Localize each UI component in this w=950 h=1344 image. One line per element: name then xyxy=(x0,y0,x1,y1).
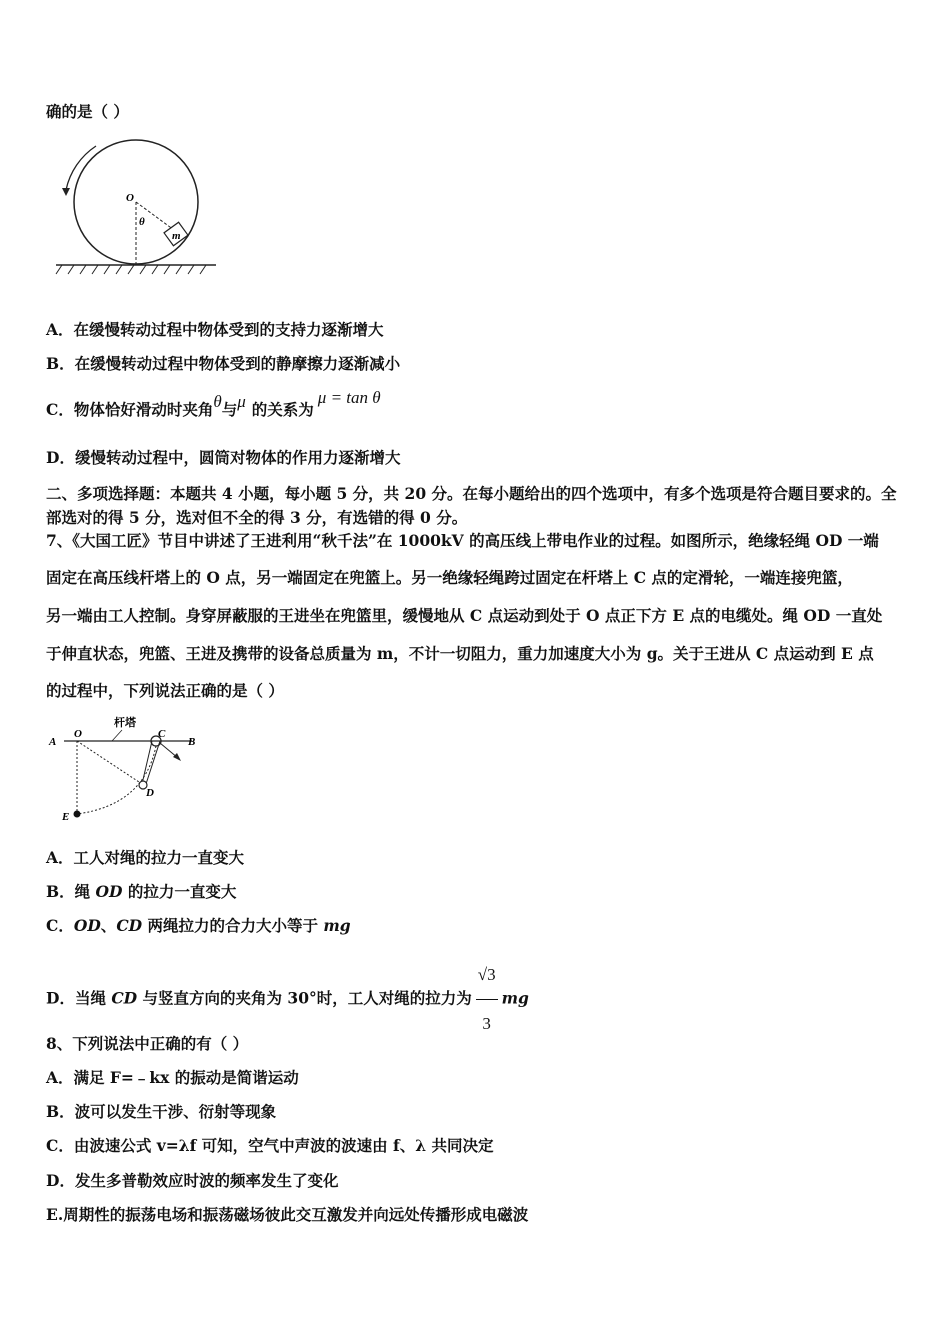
q6-option-c-mid: 的关系为 xyxy=(251,400,314,419)
q6-option-d: D．缓慢转动过程中，圆筒对物体的作用力逐渐增大 xyxy=(46,448,401,467)
q7-option-c-sep: 、 xyxy=(100,916,117,935)
q7-option-d-mg: mg xyxy=(501,988,529,1008)
fraction-numerator: √3 xyxy=(476,952,498,1000)
q7-option-c-mg: mg xyxy=(323,916,351,935)
q7-tower-figure xyxy=(44,710,214,825)
q8-option-c: C．由波速公式 v=λf 可知，空气中声波的波速由 f、λ 共同决定 xyxy=(46,1136,494,1155)
q7-stem-line-2: 固定在高压线杆塔上的 O 点，另一端固定在兜篮上。另一绝缘轻绳跨过固定在杆塔上 C 点的定滑轮，一端连接兜篮， xyxy=(46,568,853,587)
q7-option-c-rope2: CD xyxy=(116,916,143,935)
theta-symbol: θ xyxy=(213,392,222,411)
section2-heading: 二、多项选择题：本题共 4 小题，每小题 5 分，共 20 分。在每小题给出的四个选项中，有多个选项是符合题目要求的。全部选对的得 5 分，选对但不全的得 3 分，有选错的得 0 分。 xyxy=(46,484,897,527)
rotation-arrow-icon xyxy=(66,146,96,190)
q8-stem: 8、下列说法中正确的有（ ） xyxy=(46,1034,249,1053)
mu-symbol: μ xyxy=(237,392,246,411)
q7-option-b xyxy=(46,882,236,902)
q7-option-c-rope1: OD xyxy=(73,916,101,935)
label-theta: θ xyxy=(139,216,145,228)
q6-option-c xyxy=(46,388,381,420)
q8-option-d: D．发生多普勒效应时波的频率发生了变化 xyxy=(46,1171,339,1190)
label-b: B xyxy=(188,736,196,748)
label-m: m xyxy=(172,230,181,242)
label-o: O xyxy=(74,728,82,740)
q7-stem-line-5: 的过程中，下列说法正确的是（ ） xyxy=(46,681,284,700)
q7-option-d-pre: D．当绳 xyxy=(46,988,112,1008)
label-d: D xyxy=(146,787,154,799)
q7-option-b-pre: B．绳 xyxy=(46,882,96,901)
q7-option-b-rope: OD xyxy=(95,882,123,901)
q7-option-b-post: 的拉力一直变大 xyxy=(122,882,237,901)
label-c: C xyxy=(158,728,166,740)
q8-option-a: A．满足 F=﹣kx 的振动是简谐运动 xyxy=(46,1068,299,1087)
q7-stem-line-1: 7、《大国工匠》节目中讲述了王进利用“秋千法”在 1000kV 的高压线上带电作业的过程。如图所示，绝缘轻绳 OD 一端 xyxy=(46,531,879,550)
q7-option-d xyxy=(46,952,529,1047)
q7-option-d-rope: CD xyxy=(111,988,138,1008)
q6-option-a: A．在缓慢转动过程中物体受到的支持力逐渐增大 xyxy=(46,320,384,339)
q6-option-b: B．在缓慢转动过程中物体受到的静摩擦力逐渐减小 xyxy=(46,354,401,373)
cable-point-e xyxy=(74,811,81,818)
q6-cylinder-figure xyxy=(52,138,222,283)
q7-option-c-mid: 两绳拉力的合力大小等于 xyxy=(142,916,324,935)
q6-option-c-and: 与 xyxy=(221,400,238,419)
mu-tan-formula: μ = tan θ xyxy=(317,388,381,407)
q7-option-c-pre: C． xyxy=(46,916,74,935)
q8-option-b: B．波可以发生干涉、衍射等现象 xyxy=(46,1102,277,1121)
q7-stem-line-3: 另一端由工人控制。身穿屏蔽服的王进坐在兜篮里，缓慢地从 C 点运动到处于 O 点正下方 E 点的电缆处。绳 OD 一直处 xyxy=(46,606,883,625)
fraction-denominator: 3 xyxy=(482,1014,491,1033)
q7-stem-line-4: 于伸直状态，兜篮、王进及携带的设备总质量为 m，不计一切阻力，重力加速度大小为 g。关于王进从 C 点运动到 E 点 xyxy=(46,644,874,663)
q7-option-d-mid: 与竖直方向的夹角为 30°时，工人对绳的拉力为 xyxy=(137,988,472,1008)
q7-option-c xyxy=(46,916,351,936)
q6-option-c-pre: C．物体恰好滑动时夹角 xyxy=(46,400,214,419)
label-e: E xyxy=(62,811,70,823)
q7-option-a: A．工人对绳的拉力一直变大 xyxy=(46,848,245,867)
q8-option-e: E.周期性的振荡电场和振荡磁场彼此交互激发并向远处传播形成电磁波 xyxy=(46,1205,529,1224)
sqrt3-over-3-fraction xyxy=(476,952,498,1047)
label-tower: 杆塔 xyxy=(114,717,136,729)
label-a: A xyxy=(49,736,57,748)
label-o: O xyxy=(126,192,134,204)
q6-stem-tail: 确的是（ ） xyxy=(46,102,129,121)
